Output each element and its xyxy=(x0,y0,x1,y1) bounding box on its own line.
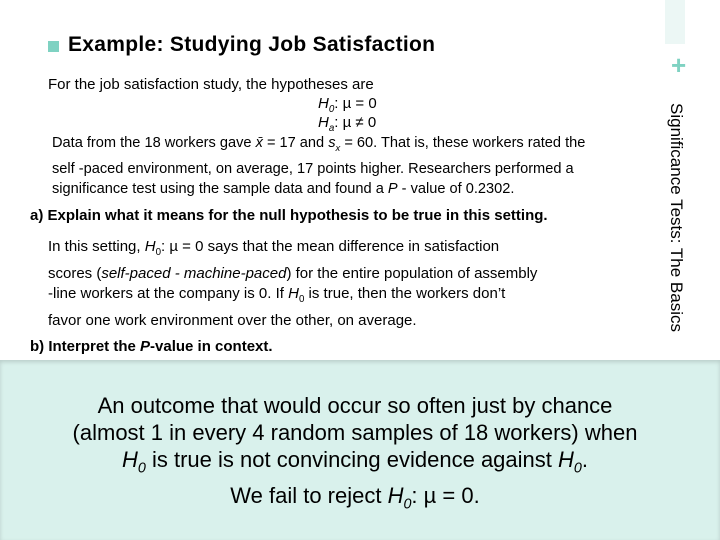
sidebar-section-label xyxy=(664,82,688,352)
sample-mean-symbol: x̄ xyxy=(255,135,263,151)
alt-hyp-sub: a xyxy=(328,123,335,134)
passage-text: = 17 and xyxy=(262,135,329,151)
answer-text: . xyxy=(581,447,588,472)
answer-text: In this setting, xyxy=(48,238,145,255)
h-symbol: H xyxy=(558,447,574,472)
data-passage xyxy=(52,133,642,199)
alt-hyp-symbol: H xyxy=(318,114,329,131)
question-text: b) Interpret the xyxy=(30,338,141,355)
sample-sd-symbol: s xyxy=(328,135,336,151)
alt-hyp-rest: : µ ≠ 0 xyxy=(334,114,377,131)
null-hyp-symbol: H xyxy=(318,95,329,112)
null-hypothesis xyxy=(318,95,377,115)
alternative-hypothesis xyxy=(318,114,376,134)
sidebar-label-text: Significance Tests: The Basics xyxy=(667,102,686,332)
answer-text: : µ = 0. xyxy=(411,483,480,509)
answer-text: scores ( xyxy=(48,264,102,282)
answer-text: is true, then the workers don’t xyxy=(304,285,506,302)
question-b xyxy=(30,338,273,355)
passage-line-2: self -paced environment, on average, 17 points higher. Researchers performed a xyxy=(52,160,574,177)
answer-text: : µ = 0 says that the mean difference in satisfaction xyxy=(161,238,500,255)
top-accent-bar xyxy=(665,0,685,44)
h-symbol: H xyxy=(288,285,299,302)
slide-title: Example: Studying Job Satisfaction xyxy=(68,33,436,56)
passage-line-1 xyxy=(52,133,642,159)
square-bullet-icon xyxy=(48,41,59,52)
question-text: -value in context. xyxy=(150,338,273,355)
answer-b-line-1: An outcome that would occur so often just by chance xyxy=(97,393,613,418)
answer-a-line-1 xyxy=(48,237,648,264)
answer-a xyxy=(48,237,648,331)
answer-text: ) for the entire population of assembly xyxy=(286,264,538,282)
p-symbol: P xyxy=(140,338,151,355)
answer-b-line-2: (almost 1 in every 4 random samples of 18 workers) when xyxy=(72,420,638,445)
sample-sd-sub: x xyxy=(335,142,341,154)
h-sub: 0 xyxy=(155,247,161,258)
answer-a-line-2 xyxy=(48,264,648,285)
h-sub: 0 xyxy=(298,294,305,305)
answer-a-line-4: favor one work environment over the other, on average. xyxy=(48,311,417,329)
p-symbol: P xyxy=(387,180,398,197)
passage-text: = 60. That is, these workers rated the xyxy=(340,135,586,151)
passage-text: - value of 0.2302. xyxy=(397,180,515,197)
h-sub: 0 xyxy=(573,460,582,477)
h-symbol: H xyxy=(122,447,138,472)
difference-definition: self-paced - machine-paced xyxy=(101,264,287,282)
answer-b-line-4 xyxy=(0,482,710,518)
answer-text: is true is not convincing evidence against xyxy=(145,447,558,472)
answer-a-line-3 xyxy=(48,284,648,311)
h-sub: 0 xyxy=(403,496,412,513)
answer-b-line-3 xyxy=(0,446,710,482)
intro-text: For the job satisfaction study, the hypotheses are xyxy=(48,76,374,93)
null-hyp-sub: 0 xyxy=(328,104,335,115)
answer-text: We fail to reject xyxy=(230,483,388,509)
h-symbol: H xyxy=(144,238,156,255)
plus-icon: + xyxy=(671,50,687,80)
answer-text: -line workers at the company is 0. If xyxy=(48,285,289,302)
question-a: a) Explain what it means for the null hypothesis to be true in this setting. xyxy=(30,207,548,224)
h-symbol: H xyxy=(387,483,404,509)
passage-text: Data from the 18 workers gave xyxy=(52,135,256,151)
h-sub: 0 xyxy=(137,460,146,477)
answer-b xyxy=(0,392,710,519)
passage-text: significance test using the sample data and found a xyxy=(52,180,388,197)
null-hyp-rest: : µ = 0 xyxy=(334,95,377,112)
passage-line-3 xyxy=(52,179,642,199)
